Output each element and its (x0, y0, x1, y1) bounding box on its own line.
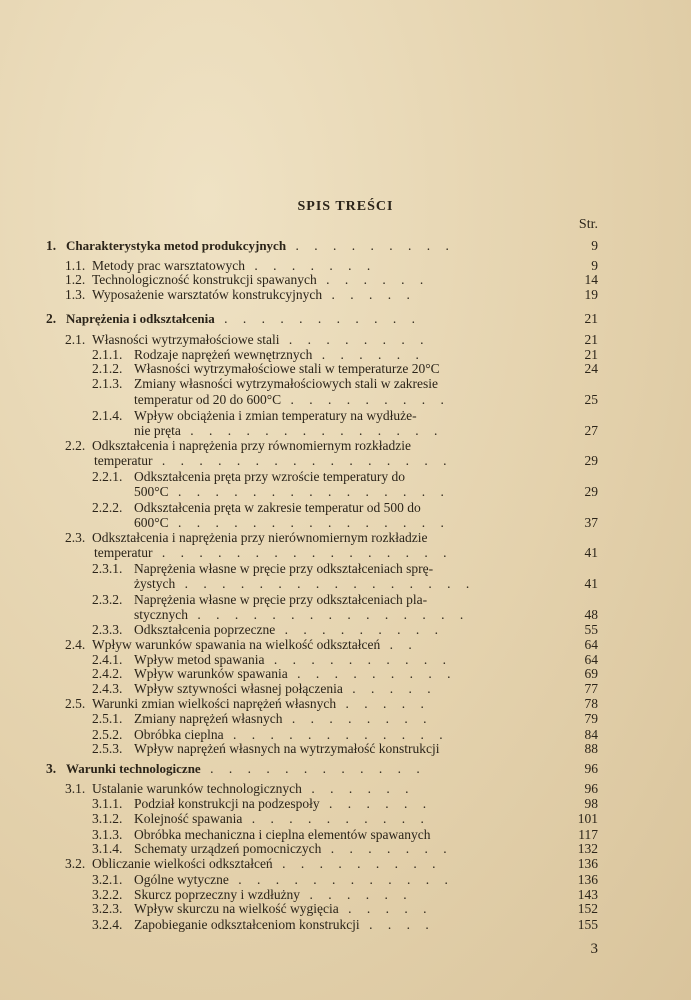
toc-entry (92, 711, 432, 726)
toc-entry-title: Wpływ metod spawania (134, 652, 265, 667)
toc-entry-page: 29 (584, 484, 598, 499)
toc-entry-number: 2.3.2. (92, 592, 123, 607)
toc-entry-title: Naprężenia własne w pręcie przy odkształceniach sprę- (134, 561, 434, 576)
toc-entry (92, 887, 413, 902)
toc-entry-number: 2.1.4. (92, 408, 123, 423)
page-title: SPIS TREŚCI (297, 199, 394, 214)
toc-entry-title: Wpływ skurczu na wielkość wygięcia (134, 901, 339, 916)
toc-entry-leader: . . . . . . . . . . . . (228, 872, 454, 887)
toc-entry-title: Wpływ obciążenia i zmian temperatury na wydłuże- (134, 408, 417, 423)
toc-entry (134, 576, 475, 591)
toc-entry-leader: . . . . . . . . . . (242, 811, 430, 826)
toc-entry-title: temperatur (94, 453, 153, 468)
toc-entry-number: 3.1. (65, 781, 86, 796)
toc-entry (92, 469, 405, 484)
toc-entry-title: Warunki technologiczne (66, 761, 201, 776)
toc-entry-title: Odkształcenia pręta przy wzroście temperatury do (134, 469, 406, 484)
toc-entry-leader: . . . . . . . . . . . . (200, 761, 426, 776)
toc-entry-leader: . . . . . . (301, 781, 415, 796)
toc-entry (134, 607, 469, 622)
toc-entry-title: Odkształcenia i naprężenia przy równomiernym rozkładzie (92, 438, 411, 453)
toc-entry (134, 423, 443, 438)
toc-entry-page: 19 (584, 287, 598, 302)
toc-entry-leader: . . . . . . (312, 347, 425, 362)
toc-entry-number: 3.2. (65, 856, 86, 871)
toc-entry-page: 88 (584, 741, 598, 756)
toc-entry-page: 84 (584, 727, 598, 742)
toc-entry-title: Skurcz poprzeczny i wzdłużny (134, 887, 301, 902)
toc-entry-page: 14 (584, 272, 598, 287)
toc-entry-number: 1.3. (65, 287, 86, 302)
toc-entry-number: 2.4.1. (92, 652, 123, 667)
toc-entry-title: Zapobieganie odkształceniom konstrukcji (134, 917, 360, 932)
toc-entry-number: 2.5. (65, 696, 86, 711)
toc-entry (65, 332, 429, 347)
toc-entry-number: 3.2.1. (92, 872, 123, 887)
toc-entry-leader: . . . . . . (319, 796, 433, 811)
toc-entry-number: 2.1.3. (92, 376, 123, 391)
toc-entry-page: 143 (577, 887, 598, 902)
toc-entry-leader: . . . . . . . . . . . . . . . . (175, 576, 476, 591)
toc-entry-title: Zmiany własności wytrzymałościowych stali w zakresie (134, 376, 439, 391)
toc-entry-page: 98 (584, 796, 598, 811)
toc-entry-leader: . . . . . (336, 696, 430, 711)
page-number: 3 (590, 941, 598, 957)
toc-entry (92, 622, 444, 637)
toc-entry (65, 287, 416, 302)
toc-entry-title: Obróbka cieplna (134, 727, 224, 742)
toc-entry-page: 117 (578, 827, 598, 842)
toc-entry (92, 872, 454, 887)
toc-entry-leader: . . . . . . . (321, 841, 453, 856)
toc-entry-number: 2.1.2. (92, 361, 123, 376)
toc-entry-title: Technologiczność konstrukcji spawanych (92, 272, 317, 287)
toc-entry-title: Ogólne wytyczne (134, 872, 229, 887)
toc-entry-page: 132 (577, 841, 598, 856)
toc-entry-leader: . . . . . (322, 287, 416, 302)
toc-entry-number: 2.5.3. (92, 741, 123, 756)
toc-entry-leader: . . . . . . . . . (272, 856, 442, 871)
toc-entry-number: 2.4.2. (92, 666, 123, 681)
toc-entry-title: Naprężenia własne w pręcie przy odkształceniach pla- (134, 592, 428, 607)
toc-entry (92, 500, 421, 515)
toc-entry-number: 3.2.2. (92, 887, 123, 902)
toc-entry-title: Rodzaje naprężeń wewnętrznych (134, 347, 313, 362)
toc-entry-number: 2.2.1. (92, 469, 123, 484)
toc-entry-leader: . . . . . . . . (282, 711, 433, 726)
toc-entry (92, 741, 440, 756)
toc-entry-title: temperatur od 20 do 600°C (134, 392, 282, 407)
toc-entry (92, 408, 417, 423)
toc-entry-leader: . . . . . . . . . (281, 392, 450, 407)
toc-entry-leader: . . . . . . . . . (287, 666, 457, 681)
toc-entry-page: 37 (584, 515, 598, 530)
toc-entry-title: Charakterystyka metod produkcyjnych (66, 238, 287, 253)
toc-entry-leader: . . . . . . . . . . . . . . . (187, 607, 470, 622)
toc-entry (46, 761, 426, 776)
toc-entry (92, 901, 432, 916)
toc-entry (92, 376, 438, 391)
toc-entry-number: 2.2. (65, 438, 86, 453)
toc-entry (134, 515, 450, 530)
toc-entry-leader: . . . . . . . . . (286, 238, 455, 253)
toc-entry-title: Wyposażenie warsztatów konstrukcyjnych (92, 287, 323, 302)
toc-entry-title: 600°C (134, 515, 169, 530)
toc-entry-page: 69 (584, 666, 598, 681)
toc-entry-page: 41 (584, 545, 598, 560)
toc-entry-leader: . . . . . . . . . . . (214, 311, 422, 326)
toc-entry (65, 258, 376, 273)
toc-entry-page: 21 (584, 332, 598, 347)
toc-entry (65, 438, 411, 453)
toc-entry-leader: . . . . . . . . . . . . . . (180, 423, 444, 438)
toc-entry-page: 9 (591, 258, 598, 273)
toc-entry-number: 3.2.3. (92, 901, 123, 916)
toc-entry-leader: . . (380, 637, 418, 652)
toc-entry-title: nie pręta (134, 423, 181, 438)
toc-entry-page: 64 (584, 637, 598, 652)
toc-entry-title: Naprężenia i odkształcenia (66, 311, 215, 326)
toc-entry (65, 530, 427, 545)
toc-entry-leader: . . . . . . . . . . . . . . . (168, 484, 450, 499)
toc-entry-title: Własności wytrzymałościowe stali (92, 332, 280, 347)
toc-entry-page: 27 (584, 423, 598, 438)
toc-entry-number: 2.4. (65, 637, 86, 652)
toc-entry (92, 796, 432, 811)
toc-entry-number: 3.1.2. (92, 811, 123, 826)
toc-entry-title: Metody prac warsztatowych (92, 258, 245, 273)
toc-entry-number: 2.5.2. (92, 727, 123, 742)
toc-entry-page: 96 (584, 781, 598, 796)
toc-entry (94, 453, 452, 468)
toc-entry-page: 96 (584, 761, 598, 776)
toc-entry-number: 2. (46, 311, 57, 326)
toc-entry (92, 841, 453, 856)
toc-entry (134, 392, 450, 407)
toc-entry-title: 500°C (134, 484, 169, 499)
toc-entry-page: 101 (577, 811, 598, 826)
toc-entry-title: stycznych (134, 607, 188, 622)
toc-entry-page: 155 (577, 917, 598, 932)
toc-entry-number: 1.2. (65, 272, 86, 287)
toc-entry-page: 136 (577, 872, 598, 887)
toc-entry-leader: . . . . . . . . . . . . . . . . (152, 453, 453, 468)
toc-entry-title: Własności wytrzymałościowe stali w temperaturze 20°C (134, 361, 440, 376)
toc-entry-number: 2.5.1. (92, 711, 123, 726)
toc-entry-title: Odkształcenia i naprężenia przy nierównomiernym rozkładzie (92, 530, 428, 545)
toc-entry-number: 2.1.1. (92, 347, 123, 362)
toc-entry (94, 545, 452, 560)
toc-entry (65, 781, 414, 796)
toc-entry (65, 856, 441, 871)
toc-entry-number: 2.2.2. (92, 500, 123, 515)
toc-entry-title: Warunki zmian wielkości naprężeń własnych (92, 696, 337, 711)
toc-entry-title: Podział konstrukcji na podzespoły (134, 796, 320, 811)
toc-entry-number: 1.1. (65, 258, 86, 273)
toc-entry-number: 2.1. (65, 332, 86, 347)
toc-entry-page: 41 (584, 576, 598, 591)
toc-entry-number: 2.4.3. (92, 681, 123, 696)
toc-entry-page: 77 (584, 681, 598, 696)
toc-entry (46, 311, 421, 326)
toc-entry-page: 55 (584, 622, 598, 637)
toc-entry-number: 3.1.1. (92, 796, 123, 811)
toc-entry (65, 637, 418, 652)
toc-entry (92, 917, 435, 932)
toc-entry-page: 79 (584, 711, 598, 726)
toc-entry-title: Wpływ sztywności własnej połączenia (134, 681, 343, 696)
page-column-label: Str. (578, 217, 598, 232)
toc-entry-number: 1. (46, 238, 57, 253)
toc-entry-title: Obliczanie wielkości odkształceń (92, 856, 273, 871)
toc-entry (92, 347, 425, 362)
toc-entry-page: 29 (584, 453, 598, 468)
toc-entry (92, 361, 440, 376)
toc-entry (92, 681, 437, 696)
toc-entry-page: 152 (577, 901, 598, 916)
toc-entry-title: Schematy urządzeń pomocniczych (134, 841, 322, 856)
toc-entry-number: 2.3.1. (92, 561, 123, 576)
toc-entry-page: 24 (584, 361, 598, 376)
toc-entry-leader: . . . . . . . . . . . . (223, 727, 449, 742)
toc-entry-title: temperatur (94, 545, 153, 560)
toc-entry-title: Odkształcenia pręta w zakresie temperatur od 500 do (134, 500, 421, 515)
toc-entry-page: 78 (584, 696, 598, 711)
toc-entry-leader: . . . . . . (300, 887, 413, 902)
toc-entry-leader: . . . . . . . . . . . . . . . (168, 515, 450, 530)
toc-entry-title: Wpływ naprężeń własnych na wytrzymałość konstrukcji (134, 741, 440, 756)
toc-entry (92, 827, 431, 842)
toc-entry-title: Zmiany naprężeń własnych (134, 711, 283, 726)
toc-entry (92, 666, 456, 681)
toc-entry-leader: . . . . . . . . . . (264, 652, 452, 667)
toc-entry-leader: . . . . . . . . (279, 332, 430, 347)
toc-entry-leader: . . . . . (338, 901, 433, 916)
toc-entry-title: Wpływ warunków spawania (134, 666, 288, 681)
toc-entry-title: Kolejność spawania (134, 811, 243, 826)
toc-entry-page: 136 (577, 856, 598, 871)
toc-entry-leader: . . . . . . . . . . . . . . . . (152, 545, 453, 560)
toc-entry-page: 21 (584, 347, 598, 362)
toc-entry-page: 21 (584, 311, 598, 326)
toc-entry-page: 9 (591, 238, 598, 253)
toc-entry (92, 652, 452, 667)
toc-entry-number: 3.2.4. (92, 917, 123, 932)
toc-entry-number: 3.1.3. (92, 827, 123, 842)
toc-entry-title: Obróbka mechaniczna i cieplna elementów spawanych (134, 827, 431, 842)
toc-entry (65, 696, 430, 711)
toc-entry-title: Ustalanie warunków technologicznych (92, 781, 302, 796)
toc-entry-number: 2.3. (65, 530, 86, 545)
toc-entry (65, 272, 429, 287)
toc-entry-page: 48 (584, 607, 598, 622)
toc-entry-leader: . . . . (359, 917, 435, 932)
toc-entry-leader: . . . . . . . . . (275, 622, 445, 637)
toc-entry-leader: . . . . . . . (244, 258, 377, 273)
toc-entry-number: 3. (46, 761, 57, 776)
toc-entry-leader: . . . . . . (316, 272, 430, 287)
toc-entry (92, 727, 449, 742)
toc-entry (92, 811, 430, 826)
toc-entry (134, 484, 450, 499)
toc-entry-leader: . . . . . (342, 681, 437, 696)
toc-entry (92, 561, 433, 576)
toc-entry-page: 25 (584, 392, 598, 407)
toc-entry-number: 2.3.3. (92, 622, 123, 637)
toc-entry-page: 64 (584, 652, 598, 667)
toc-entry-title: Wpływ warunków spawania na wielkość odkształceń (92, 637, 381, 652)
toc-entry-number: 3.1.4. (92, 841, 123, 856)
toc-entry-title: żystych (134, 576, 176, 591)
toc-entry (92, 592, 427, 607)
toc-entry-title: Odkształcenia poprzeczne (134, 622, 276, 637)
toc-entry (46, 238, 455, 253)
